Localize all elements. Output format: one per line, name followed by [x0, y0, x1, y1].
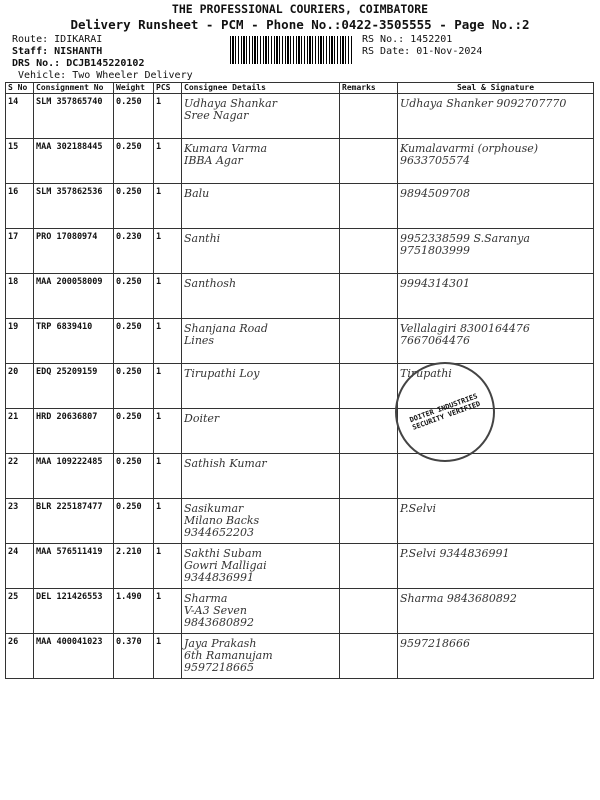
col-sno: S No [6, 83, 34, 94]
table-row [6, 499, 594, 544]
cell-pcs: 1 [154, 454, 182, 499]
table-row [6, 139, 594, 184]
cell-signature [398, 454, 594, 499]
cell-signature: Udhaya Shanker 9092707770 [398, 94, 594, 139]
cell-weight: 0.250 [114, 139, 154, 184]
cell-weight: 2.210 [114, 544, 154, 589]
col-consignment: Consignment No [34, 83, 114, 94]
cell-pcs: 1 [154, 229, 182, 274]
cell-signature: 9597218666 [398, 634, 594, 679]
col-pcs: PCS [154, 83, 182, 94]
cell-remarks [340, 634, 398, 679]
cell-consignment-no: TRP 6839410 [34, 319, 114, 364]
cell-pcs: 1 [154, 139, 182, 184]
cell-consignee: Kumara Varma IBBA Agar [182, 139, 340, 184]
table-row [6, 94, 594, 139]
cell-consignee: Sharma V-A3 Seven 9843680892 [182, 589, 340, 634]
cell-consignee: Balu [182, 184, 340, 229]
staff-label: Staff: [12, 46, 49, 57]
cell-sno: 23 [6, 499, 34, 544]
table-row [6, 229, 594, 274]
cell-sno: 18 [6, 274, 34, 319]
cell-sno: 21 [6, 409, 34, 454]
cell-consignee: Santhosh [182, 274, 340, 319]
cell-pcs: 1 [154, 94, 182, 139]
cell-weight: 0.250 [114, 319, 154, 364]
table-row [6, 589, 594, 634]
cell-signature: P.Selvi [398, 499, 594, 544]
cell-weight: 0.370 [114, 634, 154, 679]
cell-consignment-no: SLM 357862536 [34, 184, 114, 229]
cell-remarks [340, 454, 398, 499]
vehicle-line [18, 70, 193, 82]
cell-consignment-no: MAA 400041023 [34, 634, 114, 679]
cell-pcs: 1 [154, 319, 182, 364]
cell-signature: Sharma 9843680892 [398, 589, 594, 634]
cell-pcs: 1 [154, 184, 182, 229]
col-consignee: Consignee Details [182, 83, 340, 94]
cell-sno: 16 [6, 184, 34, 229]
cell-weight: 0.250 [114, 94, 154, 139]
cell-consignee: Sakthi Subam Gowri Malligai 9344836991 [182, 544, 340, 589]
staff-value: NISHANTH [54, 46, 103, 57]
cell-signature: Tirupathi [398, 364, 594, 409]
col-remarks: Remarks [340, 83, 398, 94]
cell-pcs: 1 [154, 544, 182, 589]
cell-signature: 9994314301 [398, 274, 594, 319]
cell-consignee: Shanjana Road Lines [182, 319, 340, 364]
cell-signature: Vellalagiri 8300164476 7667064476 [398, 319, 594, 364]
cell-remarks [340, 94, 398, 139]
cell-remarks [340, 184, 398, 229]
cell-weight: 0.250 [114, 184, 154, 229]
cell-sno: 14 [6, 94, 34, 139]
cell-consignment-no: EDQ 25209159 [34, 364, 114, 409]
drs-label: DRS No.: [12, 58, 61, 69]
cell-signature: Kumalavarmi (orphouse) 9633705574 [398, 139, 594, 184]
cell-consignment-no: MAA 109222485 [34, 454, 114, 499]
table-row [6, 364, 594, 409]
route-label: Route: [12, 34, 49, 45]
staff-line [12, 46, 102, 58]
rs-no-value: 1452201 [410, 34, 453, 45]
cell-consignee: Sasikumar Milano Backs 9344652203 [182, 499, 340, 544]
cell-signature: P.Selvi 9344836991 [398, 544, 594, 589]
cell-consignee: Udhaya Shankar Sree Nagar [182, 94, 340, 139]
cell-remarks [340, 589, 398, 634]
cell-pcs: 1 [154, 589, 182, 634]
cell-sno: 25 [6, 589, 34, 634]
cell-consignment-no: HRD 20636807 [34, 409, 114, 454]
cell-pcs: 1 [154, 274, 182, 319]
cell-weight: 0.250 [114, 364, 154, 409]
cell-remarks [340, 364, 398, 409]
company-title: THE PROFESSIONAL COURIERS, COIMBATORE [171, 2, 429, 16]
cell-pcs: 1 [154, 634, 182, 679]
cell-sno: 17 [6, 229, 34, 274]
table-row [6, 319, 594, 364]
cell-sno: 24 [6, 544, 34, 589]
vehicle-label: Vehicle: [18, 70, 67, 81]
cell-consignment-no: DEL 121426553 [34, 589, 114, 634]
table-row [6, 184, 594, 229]
cell-consignee: Santhi [182, 229, 340, 274]
rs-date-line [362, 46, 482, 58]
cell-weight: 0.250 [114, 274, 154, 319]
cell-weight: 0.230 [114, 229, 154, 274]
table-row [6, 409, 594, 454]
cell-consignment-no: PRO 17080974 [34, 229, 114, 274]
table-row [6, 544, 594, 589]
cell-sno: 20 [6, 364, 34, 409]
cell-consignee: Tirupathi Loy [182, 364, 340, 409]
cell-remarks [340, 319, 398, 364]
col-signature: Seal & Signature [398, 83, 594, 94]
table-row [6, 454, 594, 499]
cell-remarks [340, 409, 398, 454]
route-value: IDIKARAI [54, 34, 103, 45]
table-row [6, 274, 594, 319]
drs-value: DCJB145220102 [66, 58, 145, 69]
cell-pcs: 1 [154, 409, 182, 454]
rs-no-label: RS No.: [362, 34, 405, 45]
cell-consignee: Doiter [182, 409, 340, 454]
cell-remarks [340, 139, 398, 184]
barcode [230, 36, 352, 64]
rs-no-line [362, 34, 452, 46]
cell-consignment-no: SLM 357865740 [34, 94, 114, 139]
cell-remarks [340, 544, 398, 589]
cell-consignment-no: MAA 302188445 [34, 139, 114, 184]
cell-remarks [340, 229, 398, 274]
stamp-text: DOITER INDUSTRIES SECURITY VERIFIED [408, 392, 482, 432]
cell-remarks [340, 274, 398, 319]
cell-sno: 15 [6, 139, 34, 184]
col-weight: Weight [114, 83, 154, 94]
cell-weight: 1.490 [114, 589, 154, 634]
cell-consignee: Sathish Kumar [182, 454, 340, 499]
table-row [6, 634, 594, 679]
cell-signature: 9952338599 S.Saranya 9751803999 [398, 229, 594, 274]
rs-date-label: RS Date: [362, 46, 411, 57]
security-stamp [395, 362, 495, 462]
cell-sno: 22 [6, 454, 34, 499]
cell-weight: 0.250 [114, 409, 154, 454]
cell-pcs: 1 [154, 499, 182, 544]
cell-sno: 19 [6, 319, 34, 364]
vehicle-value: Two Wheeler Delivery [72, 70, 193, 81]
table-header-row [6, 83, 594, 94]
drs-line [12, 58, 144, 70]
cell-consignee: Jaya Prakash 6th Ramanujam 9597218665 [182, 634, 340, 679]
cell-sno: 26 [6, 634, 34, 679]
runsheet-table [5, 82, 594, 679]
cell-weight: 0.250 [114, 454, 154, 499]
cell-remarks [340, 499, 398, 544]
route-line [12, 34, 102, 46]
rs-date-value: 01-Nov-2024 [416, 46, 483, 57]
cell-consignment-no: MAA 576511419 [34, 544, 114, 589]
cell-consignment-no: MAA 200058009 [34, 274, 114, 319]
cell-signature: 9894509708 [398, 184, 594, 229]
cell-weight: 0.250 [114, 499, 154, 544]
cell-consignment-no: BLR 225187477 [34, 499, 114, 544]
runsheet-subtitle: Delivery Runsheet - PCM - Phone No.:0422-3505555 - Page No.:2 [70, 17, 530, 32]
cell-pcs: 1 [154, 364, 182, 409]
